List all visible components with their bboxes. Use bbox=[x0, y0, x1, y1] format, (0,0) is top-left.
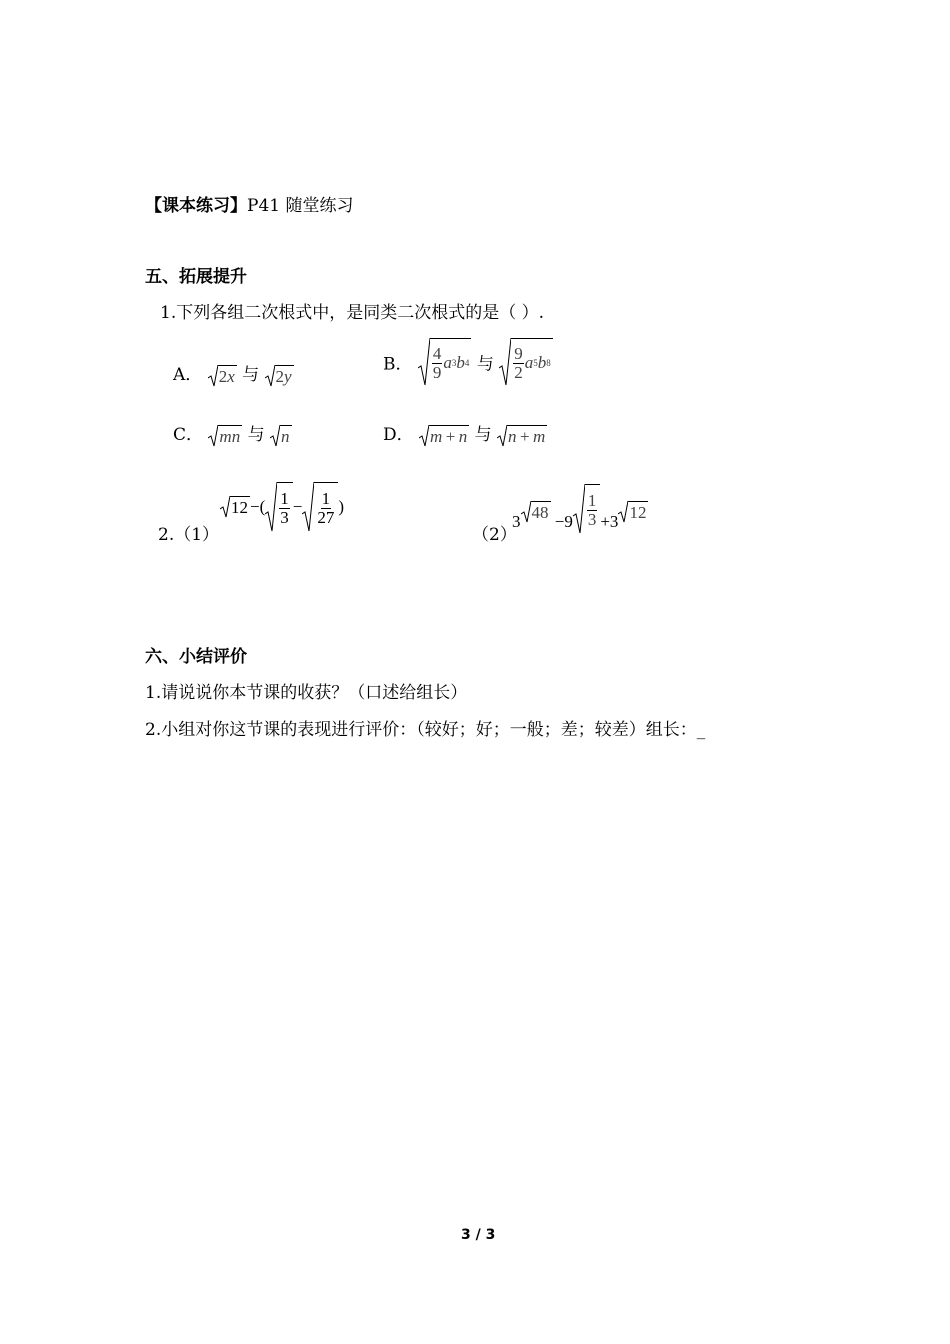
sqrt-2x: 2 x bbox=[208, 365, 237, 387]
sqrt-12: 12 bbox=[220, 496, 250, 518]
e2-coef-1: 3 bbox=[512, 511, 521, 531]
sqrt-mn: mn bbox=[208, 425, 242, 447]
e2-coef-2: −9 bbox=[554, 511, 573, 531]
section6-line-1: 1.请说说你本节课的收获？（口述给组长） bbox=[145, 683, 468, 703]
q2-label-1: 2.（1） bbox=[158, 525, 220, 545]
practice-line bbox=[145, 191, 353, 216]
option-c-joiner: 与 bbox=[247, 425, 265, 445]
option-b-joiner: 与 bbox=[476, 354, 494, 375]
fraction-4-9: $\frac{4}{9}$ bbox=[432, 343, 442, 382]
fraction-1-3: $\frac{1}{3}$ bbox=[280, 488, 289, 527]
sqrt-12-b: 12 bbox=[618, 501, 648, 523]
section6-title: 六、小结评价 bbox=[145, 647, 247, 667]
option-d-joiner: 与 bbox=[474, 425, 492, 445]
option-b-label: B． bbox=[383, 354, 413, 375]
option-c-label: C． bbox=[173, 425, 204, 445]
q2-label-2: （2） bbox=[472, 525, 517, 545]
option-d bbox=[383, 420, 547, 447]
fraction-1-27: $\frac{1}{27}$ bbox=[317, 488, 335, 527]
sqrt-4-9-a3b4: $\frac{4}{9}$ a 3 b 4 bbox=[418, 338, 472, 386]
practice-header: 【课本练习】 bbox=[145, 196, 247, 216]
practice-text: P41 随堂练习 bbox=[247, 196, 354, 216]
q1-stem: 1.下列各组二次根式中，是同类二次根式的是（ ）. bbox=[160, 303, 545, 323]
sqrt-2y: 2 y bbox=[265, 365, 294, 387]
q2-expression-2 bbox=[512, 484, 648, 534]
page-number: 3 / 3 bbox=[461, 1227, 496, 1243]
sqrt-1-3 bbox=[265, 482, 293, 532]
option-a-label: A． bbox=[173, 365, 203, 385]
option-a bbox=[173, 360, 294, 387]
sqrt-48: 48 bbox=[521, 501, 551, 523]
sqrt-n: n bbox=[270, 425, 292, 447]
fraction-1-over-3: $\frac{1}{3}$ bbox=[587, 490, 597, 529]
section5-title: 五、拓展提升 bbox=[145, 267, 247, 287]
section6-line-2: 2.小组对你这节课的表现进行评价：（较好；好；一般；差；较差）组长：_ bbox=[145, 720, 706, 740]
option-a-joiner: 与 bbox=[242, 365, 260, 385]
sqrt-1-27 bbox=[302, 482, 338, 532]
sqrt-9-2-a5b8: $\frac{9}{2}$ a 5 b 8 bbox=[499, 338, 553, 386]
option-b bbox=[383, 338, 553, 386]
sqrt-1-over-3 bbox=[573, 484, 601, 534]
e2-coef-3: +3 bbox=[600, 511, 619, 531]
sqrt-m-plus-n: m + n bbox=[419, 425, 469, 447]
fraction-9-2: $\frac{9}{2}$ bbox=[514, 343, 523, 382]
option-c bbox=[173, 420, 292, 447]
sqrt-n-plus-m: n + m bbox=[497, 425, 547, 447]
option-d-label: D． bbox=[383, 425, 414, 445]
q2-expression-1: 12 −( $\frac{1}{3}$ − $\frac{1}{27}$ ) bbox=[220, 482, 344, 532]
